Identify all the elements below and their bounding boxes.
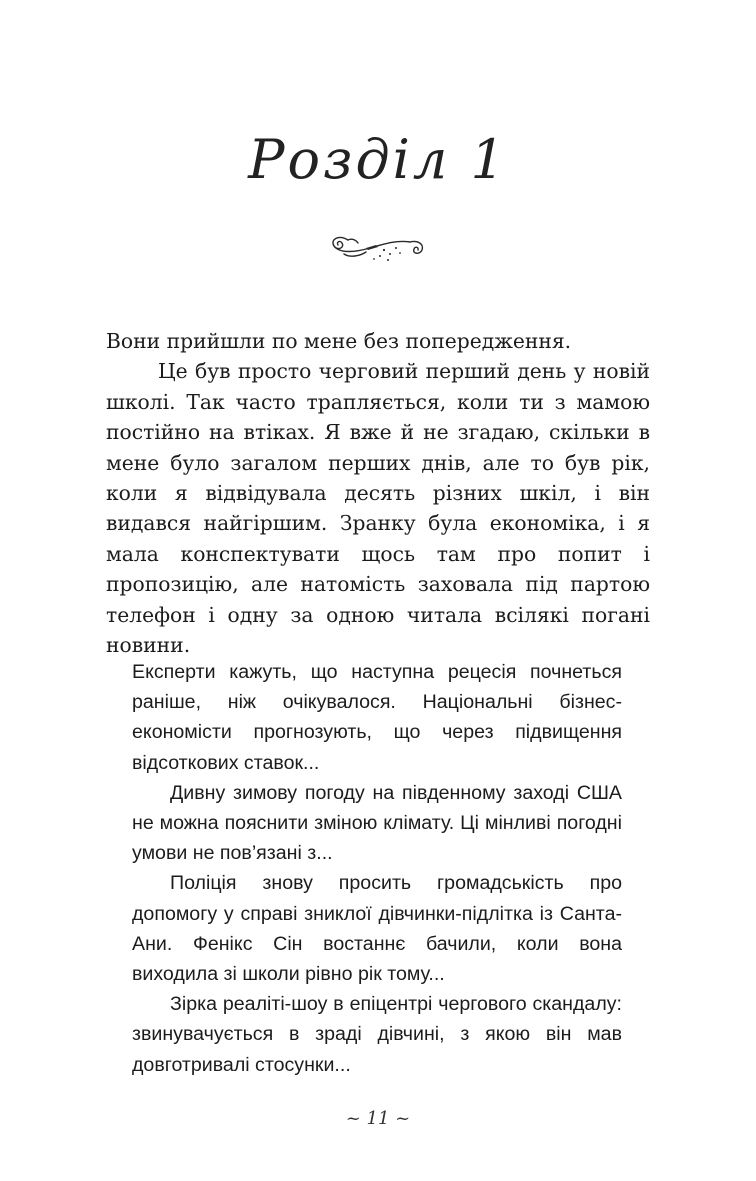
news-excerpts: [132, 657, 622, 1080]
news-item: Експерти кажуть, що наступна рецесія почнеться раніше, ніж очікувалося. Національні бізнес-економісти прогнозують, що через підвищення відсоткових ставок...: [132, 661, 622, 774]
news-item: Зірка реаліті-шоу в епіцентрі чергового скандалу: звинувачується в зраді дівчині, з якою він мав довготривалі стосунки...: [132, 993, 622, 1076]
chapter-title: Розділ 1: [248, 128, 508, 191]
news-item: Дивну зимову погоду на південному заході США не можна пояснити зміною клімату. Ці мінливі погодні умови не пов’язані з...: [132, 781, 622, 865]
body-paragraph: Вони прийшли по мене без попередження.: [106, 329, 572, 353]
chapter-body: [106, 326, 650, 660]
news-item: Поліція знову просить громадськість про допомогу у справі зниклої дівчинки-підлітка із Санта-Ани. Фенікс Сін востаннє бачили, коли вона виходила зі школи рівно рік тому...: [132, 872, 622, 986]
flourish-ornament-icon: [326, 226, 430, 266]
page-number: ~ 11 ~: [345, 1108, 411, 1129]
body-paragraph: Це був просто черговий перший день у новій школі. Так часто трапляється, коли ти з мамою постійно на втіках. Я вже й не згадаю, скільки в мене було загалом перших днів, але то був рік, коли я відвідувала десять різних шкіл, і він видався найгіршим. Зранку була економіка, і я мала конспектувати щось там про попит і пропозицію, але натомість заховала під партою телефон і одну за одною читала всілякі погані новини.: [106, 359, 650, 658]
